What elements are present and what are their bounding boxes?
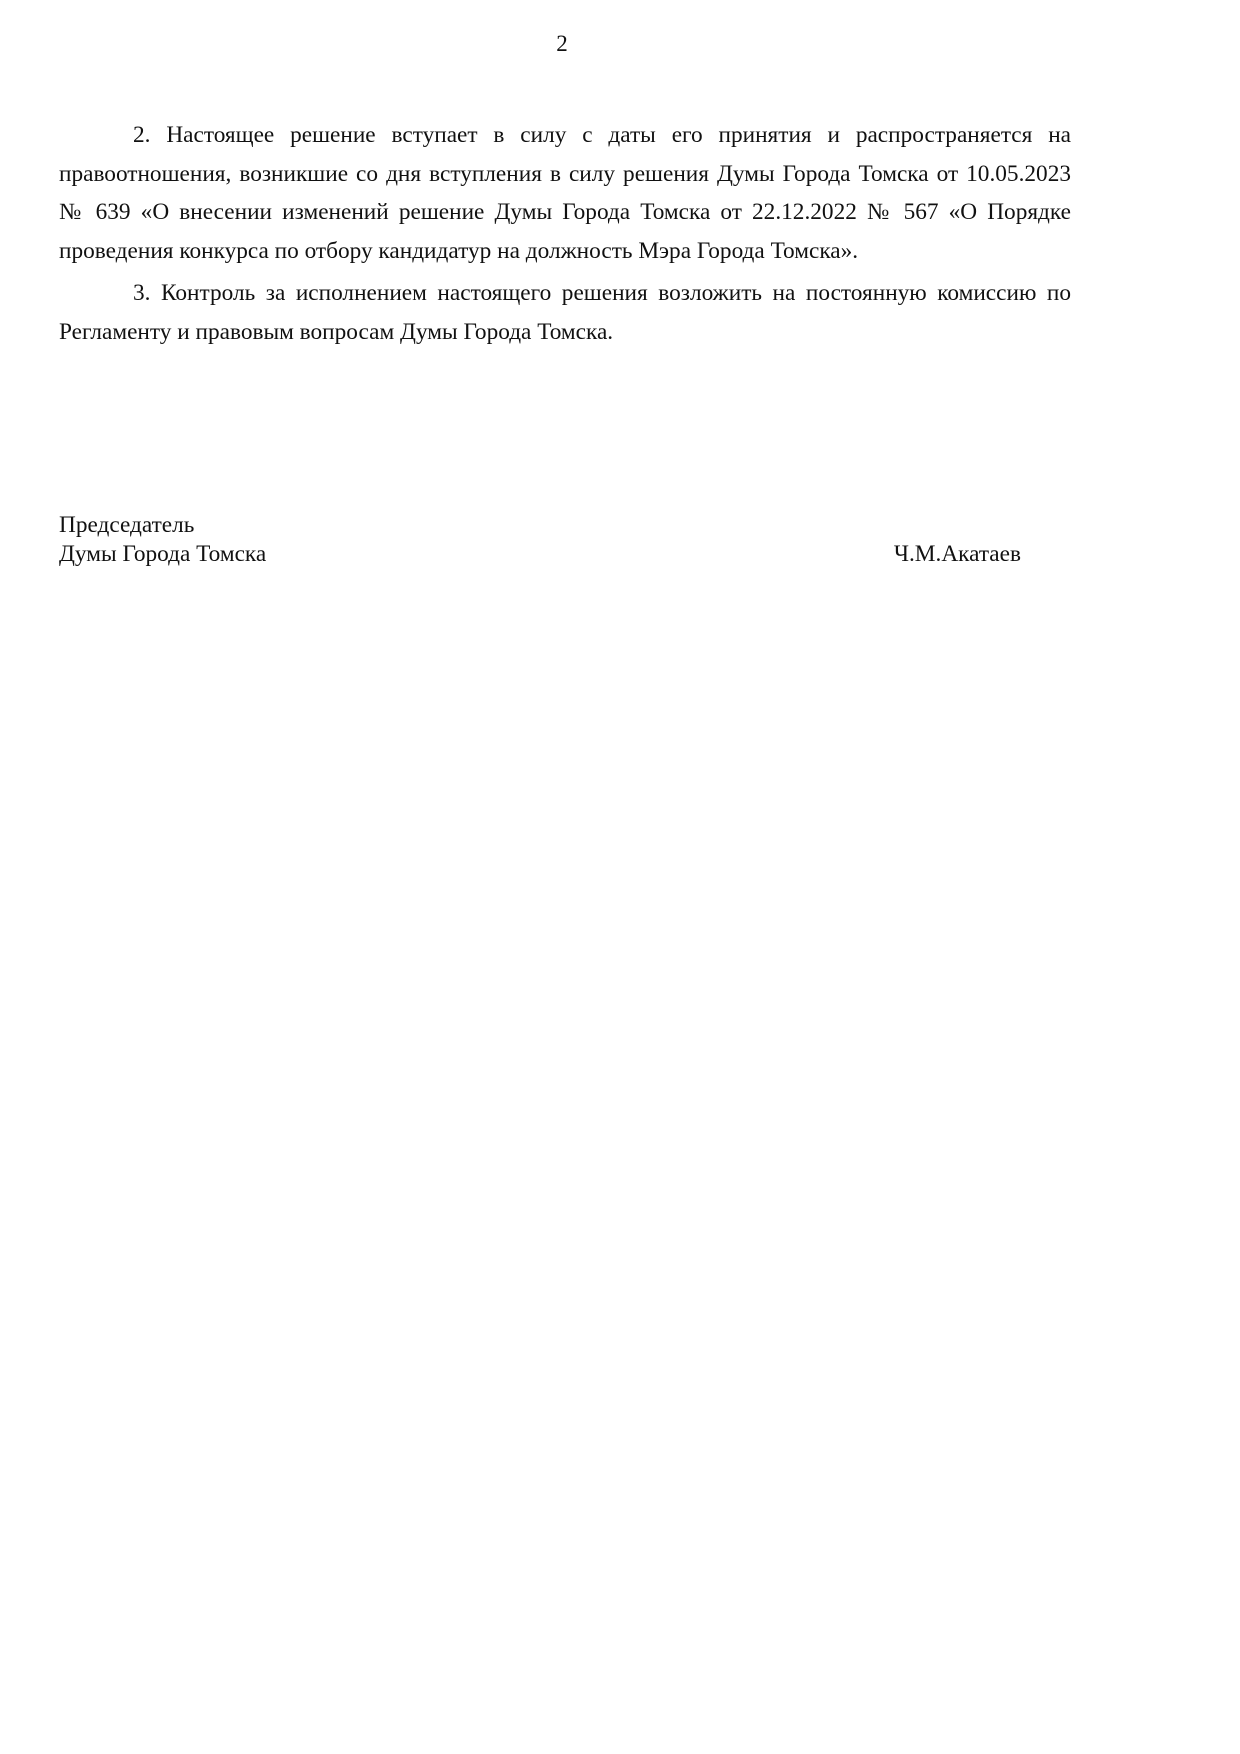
- signature-block: [59, 511, 1021, 568]
- signatory-title-line2: Думы Города Томска: [59, 540, 267, 567]
- paragraph-control: 3. Контроль за исполнением настоящего решения возложить на постоянную комиссию по Регламенту и правовым вопросам Думы Города Томска.: [59, 280, 1071, 345]
- signature-row: [59, 540, 1021, 569]
- document-body: [59, 116, 1071, 356]
- paragraph-effective-date: 2. Настоящее решение вступает в силу с даты его принятия и распространяется на правоотношения, возникшие со дня вступления в силу решения Думы Города Томска от 10.05.2023 № 639 «О внесении изменений решение Думы Города Томска от 22.12.2022 № 567 «О Порядке проведения конкурса по отбору кандидатур на должность Мэра Города Томска».: [59, 122, 1071, 264]
- signatory-title-line1: Председатель: [59, 512, 195, 538]
- signatory-name: Ч.М.Акатаев: [893, 540, 1021, 567]
- page-number: 2: [556, 31, 568, 56]
